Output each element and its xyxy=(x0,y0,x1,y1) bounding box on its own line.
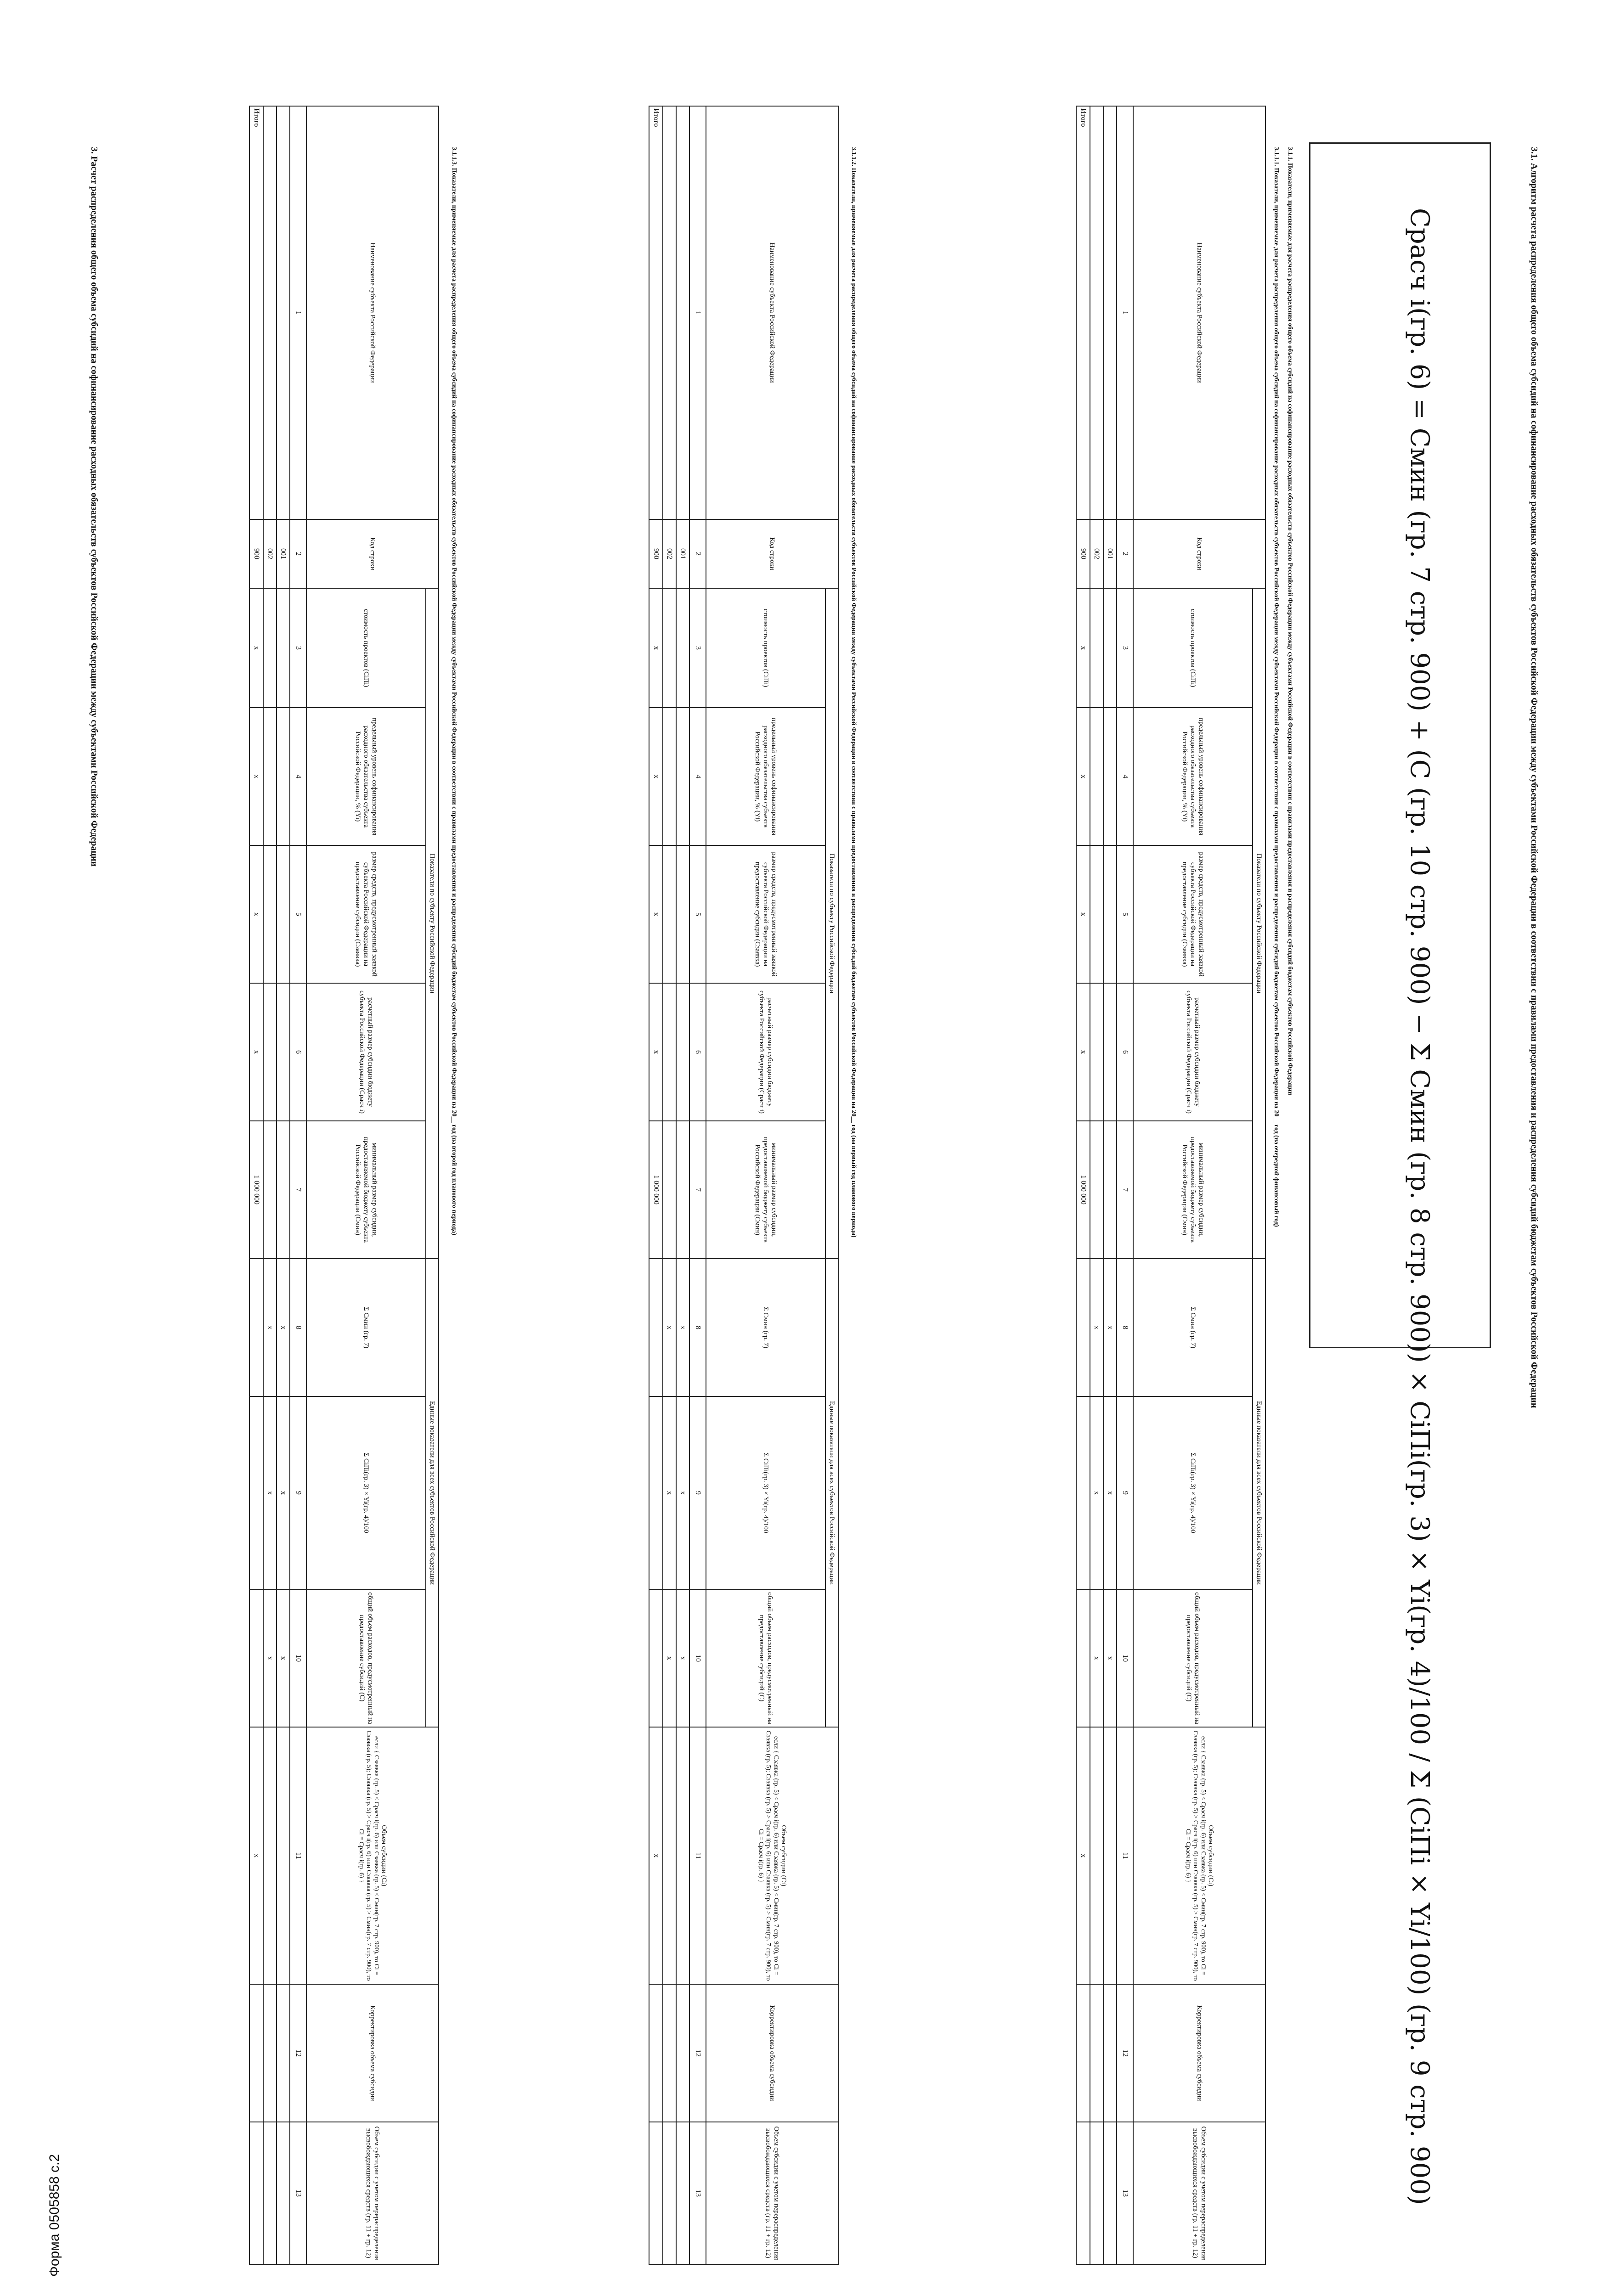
value-cell xyxy=(1103,1984,1117,2122)
row-code: 001 xyxy=(1103,519,1117,588)
header-col10: общий объем расходов, предусмотренный на предоставление субсидий (C) xyxy=(1133,1589,1253,1727)
value-cell xyxy=(663,588,676,708)
section-3-title: 3. Расчет распределения общего объема субсидий на софинансирование расходных обязательств субъектов Российской Федерации между субъектами Российской Федерации xyxy=(89,147,99,867)
column-number: 10 xyxy=(290,1589,306,1727)
header-col9: Σ CiПi(гр. 3) × Yi(гр. 4)/100 xyxy=(306,1396,426,1589)
x-cell: x xyxy=(649,1727,662,1984)
value-cell xyxy=(676,588,689,708)
value-cell xyxy=(277,708,290,845)
x-cell: x xyxy=(1103,1589,1117,1727)
x-cell: x xyxy=(676,1589,689,1727)
header-code: Код строки xyxy=(706,519,838,588)
total-min: 1 000 000 xyxy=(249,1121,263,1259)
total-code: 900 xyxy=(1076,519,1090,588)
x-cell: x xyxy=(249,983,263,1121)
table3-title: 3.1.1.3. Показатели, применяемые для расчета распределения общего объема субсидий на софинансирование расходных обязательств субъектов Российской Федерации между субъектами Российской Федерации в соответствии с правилами предоставления и распределения субсидий бюджетам субъектов Российской Федерации на 20__ год (на второй год планового периода) xyxy=(451,147,457,1235)
value-cell xyxy=(263,1121,277,1259)
value-cell xyxy=(263,1727,277,1984)
x-cell: x xyxy=(249,588,263,708)
header-col13: Объем субсидии с учетом перераспределения высвобождающихся средств (гр. 11 + гр. 12) xyxy=(706,2122,838,2264)
column-number: 2 xyxy=(689,519,706,588)
subject-name-cell xyxy=(676,106,689,519)
table-row xyxy=(676,106,689,2264)
column-number: 12 xyxy=(689,1984,706,2122)
x-cell: x xyxy=(649,845,662,983)
header-col7: минимальный размер субсидии, предоставляемой бюджету субъекта Российской Федерации (Cмин) xyxy=(306,1121,426,1259)
column-number: 10 xyxy=(1117,1589,1133,1727)
total-row xyxy=(1076,106,1090,2264)
header-col13: Объем субсидии с учетом перераспределения высвобождающихся средств (гр. 11 + гр. 12) xyxy=(306,2122,439,2264)
column-number: 12 xyxy=(290,1984,306,2122)
column-number: 4 xyxy=(689,708,706,845)
column-number: 5 xyxy=(290,845,306,983)
total-code: 900 xyxy=(249,519,263,588)
table-first-plan-year xyxy=(649,106,839,2265)
column-number: 11 xyxy=(290,1727,306,1984)
header-name: Наименование субъекта Российской Федерации xyxy=(306,106,439,519)
header-col4: предельный уровень софинансирования расходного обязательства субъекта Российской Федерации, % (Yi) xyxy=(1133,708,1253,845)
value-cell xyxy=(1103,845,1117,983)
value-cell xyxy=(1103,2122,1117,2264)
value-cell xyxy=(277,983,290,1121)
x-cell: x xyxy=(277,1259,290,1396)
column-number: 3 xyxy=(689,588,706,708)
value-cell xyxy=(1090,708,1103,845)
header-col7: минимальный размер субсидии, предоставляемой бюджету субъекта Российской Федерации (Cмин) xyxy=(706,1121,825,1259)
value-cell xyxy=(1076,1396,1090,1589)
header-col12: Корректировка объема субсидии xyxy=(1133,1984,1265,2122)
header-group-common: Единые показатели для всех субъектов Российской Федерации xyxy=(1253,1259,1265,1727)
value-cell xyxy=(1103,588,1117,708)
x-cell: x xyxy=(649,983,662,1121)
header-col4: предельный уровень софинансирования расходного обязательства субъекта Российской Федерации, % (Yi) xyxy=(306,708,426,845)
x-cell: x xyxy=(1076,588,1090,708)
table-current-year xyxy=(1076,106,1266,2265)
column-number: 9 xyxy=(290,1396,306,1589)
table1-title: 3.1.1. Показатели, применяемые для расчета распределения общего объема субсидий на софинансирование расходных обязательств субъектов Российской Федерации между субъектами Российской Федерации в соответствии с правилами предоставления и распределения субсидий бюджетам субъектов Российской Федерации xyxy=(1287,147,1293,1095)
x-cell: x xyxy=(663,1259,676,1396)
row-code: 001 xyxy=(277,519,290,588)
table-second-plan-year xyxy=(249,106,439,2265)
subject-name-cell xyxy=(1090,106,1103,519)
header-col6: расчетный размер субсидии бюджету субъекта Российской Федерации (Cрасч i) xyxy=(706,983,825,1121)
value-cell xyxy=(676,708,689,845)
row-code: 001 xyxy=(676,519,689,588)
value-cell xyxy=(263,845,277,983)
x-cell: x xyxy=(663,1589,676,1727)
column-number: 7 xyxy=(1117,1121,1133,1259)
value-cell xyxy=(649,1984,662,2122)
x-cell: x xyxy=(249,708,263,845)
header-col4: предельный уровень софинансирования расходного обязательства субъекта Российской Федерации, % (Yi) xyxy=(706,708,825,845)
value-cell xyxy=(663,845,676,983)
section-3-1-title: 3.1. Алгоритм расчета распределения общего объема субсидий на софинансирование расходных обязательств субъектов Российской Федерации между субъектами Российской Федерации в соответствии с правилами предоставления и распределения субсидий бюджетам субъектов Российской Федерации xyxy=(1529,147,1539,1408)
header-col9: Σ CiПi(гр. 3) × Yi(гр. 4)/100 xyxy=(1133,1396,1253,1589)
value-cell xyxy=(676,845,689,983)
header-group-subject: Показатели по субъекту Российской Федерации xyxy=(1253,588,1265,1259)
column-number: 8 xyxy=(689,1259,706,1396)
column-number: 13 xyxy=(1117,2122,1133,2264)
value-cell xyxy=(676,2122,689,2264)
column-number: 4 xyxy=(1117,708,1133,845)
table-row xyxy=(663,106,676,2264)
value-cell xyxy=(1103,983,1117,1121)
header-col3: стоимость проектов (CiПi) xyxy=(1133,588,1253,708)
x-cell: x xyxy=(263,1259,277,1396)
x-cell: x xyxy=(1076,845,1090,983)
header-col6: расчетный размер субсидии бюджету субъекта Российской Федерации (Cрасч i) xyxy=(1133,983,1253,1121)
value-cell xyxy=(277,588,290,708)
header-col13: Объем субсидии с учетом перераспределения высвобождающихся средств (гр. 11 + гр. 12) xyxy=(1133,2122,1265,2264)
header-col5: размер средств, предусмотренный заявкой субъекта Российской Федерации на предоставление субсидии (Cзаявка) xyxy=(706,845,825,983)
value-cell xyxy=(277,2122,290,2264)
row-code: 002 xyxy=(1090,519,1103,588)
header-group-subject: Показатели по субъекту Российской Федерации xyxy=(426,588,439,1259)
header-col10: общий объем расходов, предусмотренный на предоставление субсидий (C) xyxy=(306,1589,426,1727)
column-number: 7 xyxy=(689,1121,706,1259)
value-cell xyxy=(1103,708,1117,845)
value-cell xyxy=(649,1259,662,1396)
total-label: Итого xyxy=(1076,106,1090,519)
header-col9: Σ CiПi(гр. 3) × Yi(гр. 4)/100 xyxy=(706,1396,825,1589)
column-number: 1 xyxy=(689,106,706,519)
header-col8: Σ Cмин (гр. 7) xyxy=(1133,1259,1253,1396)
x-cell: x xyxy=(649,588,662,708)
header-group-subject: Показатели по субъекту Российской Федерации xyxy=(825,588,838,1259)
x-cell: x xyxy=(249,845,263,983)
column-number: 3 xyxy=(1117,588,1133,708)
distribution-formula: Cрасч i(гр. 6) = Cмин (гр. 7 стр. 900) + (C (гр. 10 стр. 900) − Σ Cмин (гр. 8 стр. 900)) × CiПi(гр. 3) × Yi(гр. 4)/100 / Σ (CiПi × Yi/100) (гр. 9 стр. 900) xyxy=(1405,208,1434,2205)
value-cell xyxy=(1090,2122,1103,2264)
x-cell: x xyxy=(676,1396,689,1589)
x-cell: x xyxy=(1103,1259,1117,1396)
column-number: 13 xyxy=(290,2122,306,2264)
value-cell xyxy=(249,1984,263,2122)
column-number: 2 xyxy=(290,519,306,588)
x-cell: x xyxy=(277,1396,290,1589)
total-row xyxy=(249,106,263,2264)
x-cell: x xyxy=(263,1396,277,1589)
value-cell xyxy=(676,1984,689,2122)
x-cell: x xyxy=(663,1396,676,1589)
form-label: Форма 0505858 с.2 xyxy=(47,2154,62,2277)
value-cell xyxy=(263,2122,277,2264)
value-cell xyxy=(1090,983,1103,1121)
value-cell xyxy=(663,708,676,845)
value-cell xyxy=(249,2122,263,2264)
x-cell: x xyxy=(1090,1259,1103,1396)
total-code: 900 xyxy=(649,519,662,588)
value-cell xyxy=(249,1259,263,1396)
value-cell xyxy=(1090,845,1103,983)
subject-name-cell xyxy=(1103,106,1117,519)
value-cell xyxy=(1076,2122,1090,2264)
column-number: 1 xyxy=(1117,106,1133,519)
value-cell xyxy=(649,1589,662,1727)
header-col3: стоимость проектов (CiПi) xyxy=(306,588,426,708)
table-row xyxy=(1090,106,1103,2264)
value-cell xyxy=(663,1727,676,1984)
header-col11: Объем субсидии (Ci) если { Cзаявка (гр. 5) < Cрасч i(гр. 6) или Cзаявка (гр. 5) < Cмин(гр. 7 стр. 900), то Ci = Cзаявка (гр. 5); Cзаявка (гр. 5) > Cрасч i(гр. 6) или Cзаявка (гр. 5) > Cмин(гр. 7 стр. 900), то Ci = Cрасч i(гр. 6) } xyxy=(706,1727,838,1984)
value-cell xyxy=(663,983,676,1121)
value-cell xyxy=(1103,1121,1117,1259)
value-cell xyxy=(1076,1259,1090,1396)
column-number: 2 xyxy=(1117,519,1133,588)
value-cell xyxy=(1090,1727,1103,1984)
header-col11: Объем субсидии (Ci) если { Cзаявка (гр. 5) < Cрасч i(гр. 6) или Cзаявка (гр. 5) < Cмин(гр. 7 стр. 900), то Ci = Cзаявка (гр. 5); Cзаявка (гр. 5) > Cрасч i(гр. 6) или Cзаявка (гр. 5) > Cмин(гр. 7 стр. 900), то Ci = Cрасч i(гр. 6) } xyxy=(306,1727,439,1984)
x-cell: x xyxy=(649,708,662,845)
header-name: Наименование субъекта Российской Федерации xyxy=(706,106,838,519)
value-cell xyxy=(1090,1984,1103,2122)
formula-box xyxy=(1309,142,1491,2205)
x-cell: x xyxy=(676,1259,689,1396)
table-row xyxy=(1103,106,1117,2264)
column-number: 7 xyxy=(290,1121,306,1259)
value-cell xyxy=(263,1984,277,2122)
x-cell: x xyxy=(1090,1589,1103,1727)
column-number: 4 xyxy=(290,708,306,845)
column-number: 5 xyxy=(1117,845,1133,983)
x-cell: x xyxy=(1103,1396,1117,1589)
header-col5: размер средств, предусмотренный заявкой субъекта Российской Федерации на предоставление субсидии (Cзаявка) xyxy=(1133,845,1253,983)
header-group-common: Единые показатели для всех субъектов Российской Федерации xyxy=(825,1259,838,1727)
column-number: 6 xyxy=(1117,983,1133,1121)
header-col12: Корректировка объема субсидии xyxy=(706,1984,838,2122)
header-col12: Корректировка объема субсидии xyxy=(306,1984,439,2122)
total-row xyxy=(649,106,662,2264)
column-number: 3 xyxy=(290,588,306,708)
value-cell xyxy=(277,1121,290,1259)
value-cell xyxy=(263,588,277,708)
subject-name-cell xyxy=(277,106,290,519)
subject-name-cell xyxy=(263,106,277,519)
x-cell: x xyxy=(1090,1396,1103,1589)
header-code: Код строки xyxy=(306,519,439,588)
value-cell xyxy=(663,1984,676,2122)
table1-subtitle: 3.1.1.1. Показатели, применяемые для расчета распределения общего объема субсидий на софинансирование расходных обязательств субъектов Российской Федерации между субъектами Российской Федерации в соответствии с правилами предоставления и распределения субсидий бюджетам субъектов Российской Федерации на 20__ год (на очередной финансовый год) xyxy=(1273,147,1280,1227)
row-code: 002 xyxy=(263,519,277,588)
total-min: 1 000 000 xyxy=(649,1121,662,1259)
column-number: 9 xyxy=(1117,1396,1133,1589)
column-number: 12 xyxy=(1117,1984,1133,2122)
table-row xyxy=(263,106,277,2264)
subject-name-cell xyxy=(663,106,676,519)
column-number: 8 xyxy=(290,1259,306,1396)
x-cell: x xyxy=(1076,983,1090,1121)
total-label: Итого xyxy=(249,106,263,519)
total-min: 1 000 000 xyxy=(1076,1121,1090,1259)
value-cell xyxy=(676,983,689,1121)
column-number: 5 xyxy=(689,845,706,983)
column-number: 13 xyxy=(689,2122,706,2264)
table-row xyxy=(277,106,290,2264)
row-code: 002 xyxy=(663,519,676,588)
column-number: 11 xyxy=(1117,1727,1133,1984)
header-col8: Σ Cмин (гр. 7) xyxy=(706,1259,825,1396)
header-col6: расчетный размер субсидии бюджету субъекта Российской Федерации (Cрасч i) xyxy=(306,983,426,1121)
column-number: 1 xyxy=(290,106,306,519)
header-col3: стоимость проектов (CiПi) xyxy=(706,588,825,708)
column-number: 6 xyxy=(290,983,306,1121)
column-number: 11 xyxy=(689,1727,706,1984)
value-cell xyxy=(1090,588,1103,708)
value-cell xyxy=(676,1121,689,1259)
value-cell xyxy=(1090,1121,1103,1259)
header-col10: общий объем расходов, предусмотренный на предоставление субсидий (C) xyxy=(706,1589,825,1727)
value-cell xyxy=(277,845,290,983)
column-number: 10 xyxy=(689,1589,706,1727)
x-cell: x xyxy=(263,1589,277,1727)
value-cell xyxy=(263,983,277,1121)
x-cell: x xyxy=(1076,1727,1090,1984)
column-number: 6 xyxy=(689,983,706,1121)
value-cell xyxy=(1076,1984,1090,2122)
x-cell: x xyxy=(249,1727,263,1984)
value-cell xyxy=(249,1589,263,1727)
x-cell: x xyxy=(277,1589,290,1727)
total-label: Итого xyxy=(649,106,662,519)
value-cell xyxy=(277,1727,290,1984)
value-cell xyxy=(663,2122,676,2264)
value-cell xyxy=(649,2122,662,2264)
header-group-common: Единые показатели для всех субъектов Российской Федерации xyxy=(426,1259,439,1727)
header-col7: минимальный размер субсидии, предоставляемой бюджету субъекта Российской Федерации (Cмин) xyxy=(1133,1121,1253,1259)
header-name: Наименование субъекта Российской Федерации xyxy=(1133,106,1265,519)
value-cell xyxy=(649,1396,662,1589)
header-col5: размер средств, предусмотренный заявкой субъекта Российской Федерации на предоставление субсидии (Cзаявка) xyxy=(306,845,426,983)
value-cell xyxy=(1103,1727,1117,1984)
header-code: Код строки xyxy=(1133,519,1265,588)
column-number: 9 xyxy=(689,1396,706,1589)
x-cell: x xyxy=(1076,708,1090,845)
value-cell xyxy=(676,1727,689,1984)
value-cell xyxy=(1076,1589,1090,1727)
value-cell xyxy=(249,1396,263,1589)
header-col11: Объем субсидии (Ci) если { Cзаявка (гр. 5) < Cрасч i(гр. 6) или Cзаявка (гр. 5) < Cмин(гр. 7 стр. 900), то Ci = Cзаявка (гр. 5); Cзаявка (гр. 5) > Cрасч i(гр. 6) или Cзаявка (гр. 5) > Cмин(гр. 7 стр. 900), то Ci = Cрасч i(гр. 6) } xyxy=(1133,1727,1265,1984)
value-cell xyxy=(277,1984,290,2122)
column-number: 8 xyxy=(1117,1259,1133,1396)
header-col8: Σ Cмин (гр. 7) xyxy=(306,1259,426,1396)
value-cell xyxy=(663,1121,676,1259)
table2-title: 3.1.1.2. Показатели, применяемые для расчета распределения общего объема субсидий на софинансирование расходных обязательств субъектов Российской Федерации между субъектами Российской Федерации в соответствии с правилами предоставления и распределения субсидий бюджетам субъектов Российской Федерации на 20__ год (на первый год планового периода) xyxy=(850,147,857,1238)
value-cell xyxy=(263,708,277,845)
